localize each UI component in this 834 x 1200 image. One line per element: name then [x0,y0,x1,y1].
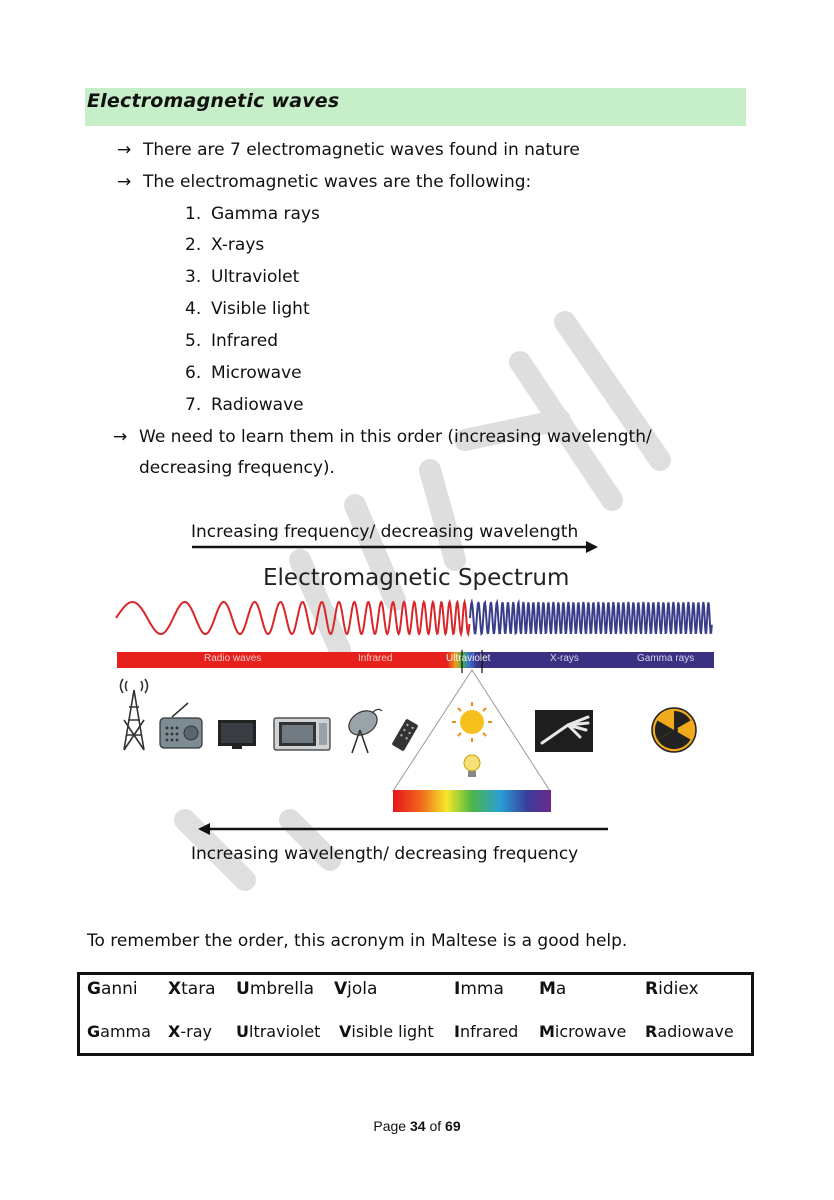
acronym-english-word: Radiowave [645,1022,734,1041]
acronym-english-word: X-ray [168,1022,212,1041]
right-arrow-icon [190,540,600,554]
satellite-dish-icon [345,706,382,753]
radiation-icon [652,708,696,752]
list-item: 7. Radiowave [185,395,304,415]
visible-spectrum-bar [393,790,551,812]
light-bulb-icon [464,755,480,777]
bullet-3-continued: decreasing frequency). [139,458,335,478]
section-heading: Electromagnetic waves [87,90,340,112]
acronym-english-word: Visible light [339,1022,434,1041]
bullet-3 [113,427,652,447]
remote-control-icon [391,719,418,752]
acronym-maltese-word: Imma [454,979,504,999]
footer-page-word: Page [373,1118,407,1134]
radio-tower-icon [121,679,148,750]
microwave-oven-icon [274,718,330,750]
wave-red [116,602,469,634]
footer-total-pages: 69 [445,1118,461,1134]
band-radio [117,652,447,668]
spectrum-diagram [110,595,720,815]
bullet-3-text: We need to learn them in this order (increasing wavelength/ [139,427,652,447]
footer-page-number: 34 [409,1118,426,1134]
list-item: 5. Infrared [185,331,279,351]
list-item: 6. Microwave [185,363,302,383]
left-arrow-icon [198,822,610,836]
list-item: 3. Ultraviolet [185,267,300,287]
band-label-xrays: X-rays [550,653,579,664]
acronym-english-word: Ultraviolet [236,1022,321,1041]
arrow-icon: → [117,172,132,192]
tv-icon [218,720,256,749]
bullet-1-text: There are 7 electromagnetic waves found in nature [143,140,580,160]
radio-icon [160,703,202,748]
spectrum-title: Electromagnetic Spectrum [263,565,570,591]
band-label-ultraviolet: Ultraviolet [446,653,491,664]
list-item: 4. Visible light [185,299,310,319]
bullet-2-text: The electromagnetic waves are the following: [143,172,532,192]
acronym-maltese-word: Ganni [87,979,138,999]
list-item: 2. X-rays [185,235,265,255]
acronym-english-word: Infrared [454,1022,519,1041]
acronym-maltese-word: Vjola [334,979,378,999]
acronym-maltese-word: Xtara [168,979,216,999]
page-footer [0,1118,834,1134]
bottom-arrow-label: Increasing wavelength/ decreasing frequency [191,844,579,864]
xray-hand-icon [535,710,593,752]
bullet-2 [117,172,531,192]
acronym-maltese-word: Ma [539,979,567,999]
band-label-infrared: Infrared [358,653,393,664]
acronym-maltese-word: Ridiex [645,979,699,999]
acronym-intro: To remember the order, this acronym in Maltese is a good help. [87,931,628,951]
arrow-icon: → [117,140,132,160]
acronym-maltese-word: Umbrella [236,979,315,999]
band-label-radio: Radio waves [204,653,262,664]
top-arrow-label: Increasing frequency/ decreasing wavelength [191,522,579,542]
wave-blue [470,602,712,634]
footer-of-word: of [429,1118,442,1134]
arrow-icon: → [113,427,128,447]
bullet-1 [117,140,580,160]
acronym-english-word: Microwave [539,1022,627,1041]
band-label-gamma: Gamma rays [637,653,695,664]
sun-icon [452,702,492,742]
list-item: 1. Gamma rays [185,204,320,224]
acronym-english-word: Gamma [87,1022,151,1041]
